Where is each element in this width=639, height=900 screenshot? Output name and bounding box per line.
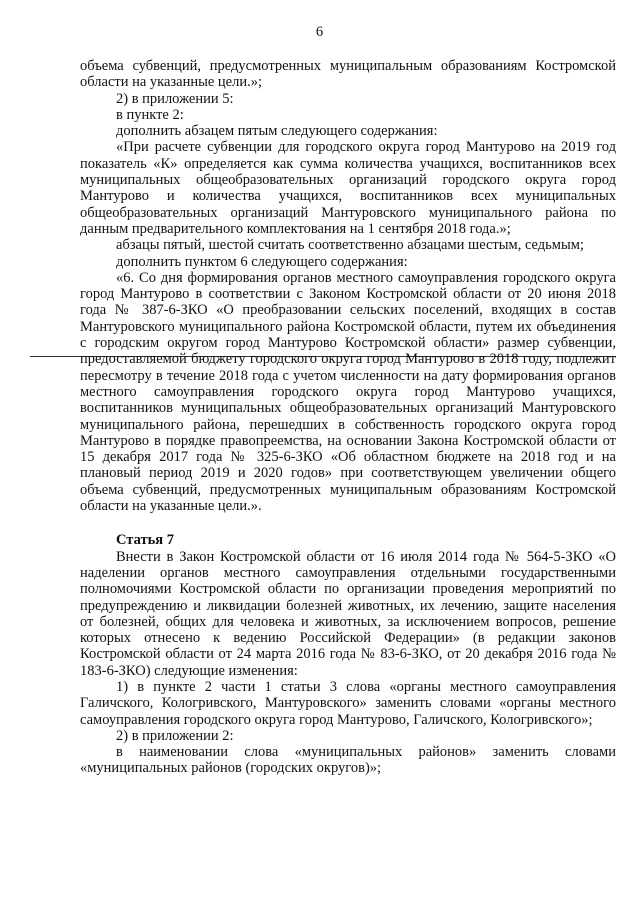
paragraph: 1) в пункте 2 части 1 статьи 3 слова «органы местного самоуправления Галичского, Кологривского, Мантуровского» заменить словами «органы местного самоуправления городского округа город Мантурово, Галичского, Кологривского»; <box>80 678 616 728</box>
paragraph: в пункте 2: <box>116 106 184 123</box>
paragraph: в наименовании слова «муниципальных районов» заменить словами «муниципальных районов (городских округов)»; <box>80 744 616 777</box>
paragraph: дополнить абзацем пятым следующего содержания: <box>116 123 438 140</box>
paragraph: дополнить пунктом 6 следующего содержания: <box>116 253 408 270</box>
paragraph: абзацы пятый, шестой считать соответственно абзацами шестым, седьмым; <box>116 237 584 254</box>
document-body <box>80 58 616 777</box>
paragraph: «6. Со дня формирования органов местного самоуправления городского округа город Мантурово в соответствии с Законом Костромской области от 20 июня 2018 года № 387-6-ЗКО «О преобразовании сельских поселений, входящих в состав Мантуровского муниципального района Костромской области, путем их объединения с городским округом город Мантурово Костромской области» размер субвенции, предоставляемой бюджету городского округа город Мантурово в 2018 году, подлежит пересмотру в течение 2018 года с учетом численности на дату формирования органов местного самоуправления городского округа город Мантурово учащихся, воспитанников муниципальных общеобразовательных организаций Мантуровского муниципального района, перешедших в собственность городского округа город Мантурово в порядке правопреемства, на основании Закона Костромской области от 15 декабря 2017 года № 325-6-ЗКО «Об областном бюджете на 2018 год и на плановый период 2019 и 2020 годов» при соответствующем увеличении общего объема субвенций, предусмотренных муниципальным образованиям Костромской области на указанные цели.». <box>80 269 616 515</box>
paragraph: объема субвенций, предусмотренных муниципальным образованиям Костромской области на указанные цели.»; <box>80 58 616 91</box>
paragraph: 2) в приложении 2: <box>116 727 234 744</box>
paragraph: 2) в приложении 5: <box>116 90 234 107</box>
spacer <box>80 514 616 532</box>
article-heading: Статья 7 <box>116 532 174 549</box>
paragraph: Внести в Закон Костромской области от 16 июля 2014 года № 564-5-ЗКО «О наделении органов местного самоуправления отдельными государственными полномочиями Костромской области по организации проведения мероприятий по предупреждению и ликвидации болезней животных, их лечению, защите населения от болезней, общих для человека и животных, за исключением вопросов, решение которых отнесено к ведению Российской Федерации» (в редакции законов Костромской области от 24 марта 2016 года № 83-6-ЗКО, от 20 декабря 2016 года № 183-6-ЗКО) следующие изменения: <box>80 548 616 679</box>
page-number: 6 <box>315 24 324 40</box>
paragraph: «При расчете субвенции для городского округа город Мантурово на 2019 год показатель «К» определяется как сумма количества учащихся, воспитанников всех муниципальных общеобразовательных организаций городского округа город Мантурово и количества учащихся, воспитанников всех муниципальных общеобразовательных организаций Мантуровского муниципального района по данным предварительного комплектования на 1 сентября 2018 года.»; <box>80 139 616 237</box>
